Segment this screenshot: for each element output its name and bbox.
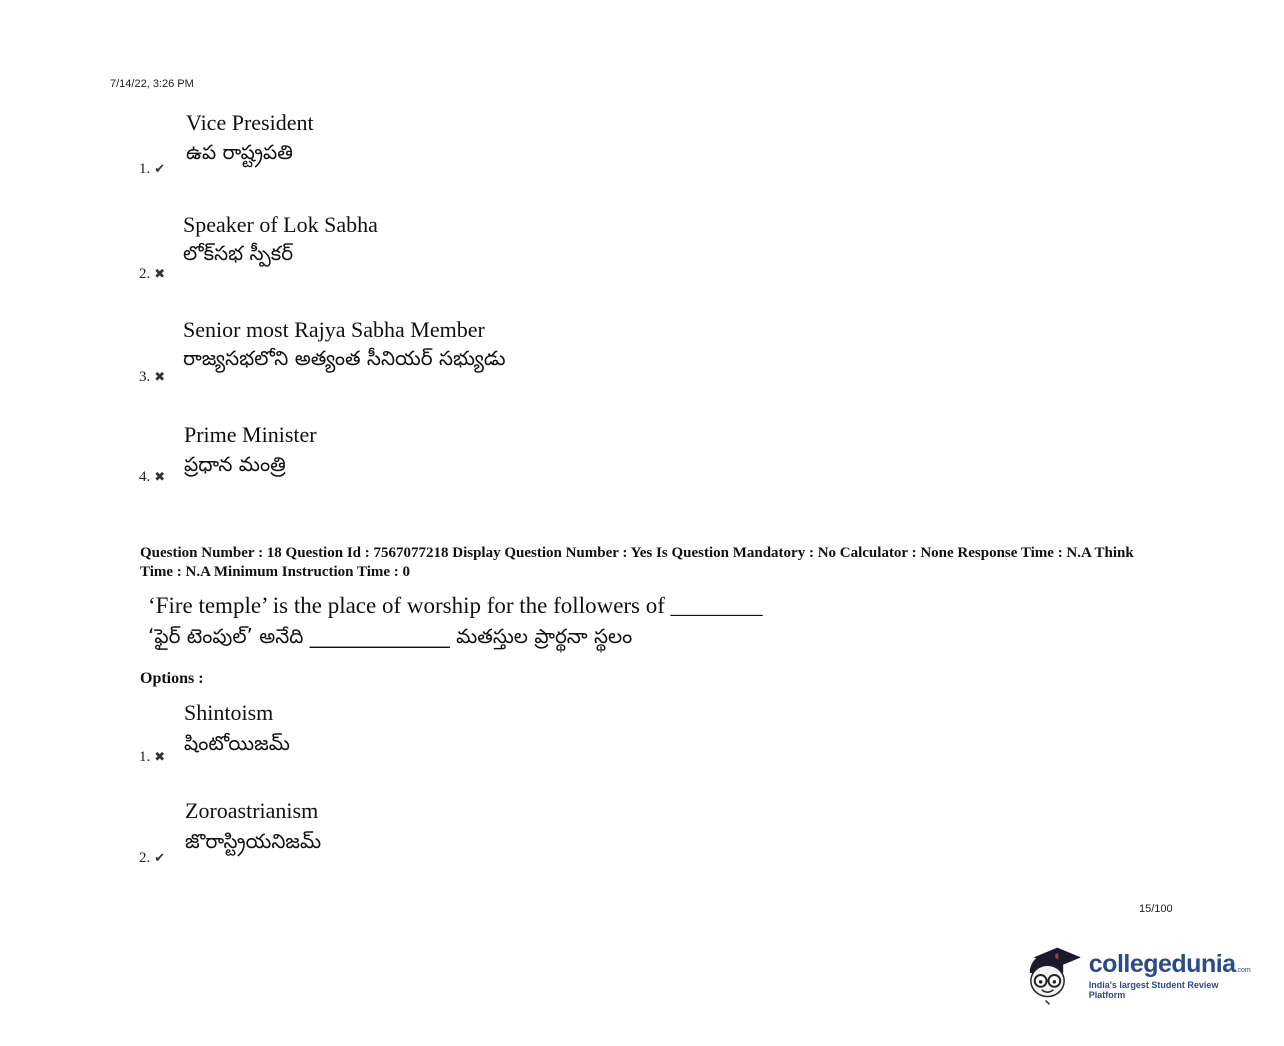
page-number: 15/100 xyxy=(1139,903,1173,915)
option-2-telugu: లోక్‌సభ స్పీకర్ xyxy=(183,241,294,265)
q18-option-1-english: Shintoism xyxy=(184,700,274,725)
option-4-english: Prime Minister xyxy=(184,422,317,447)
option-2-english: Speaker of Lok Sabha xyxy=(183,212,378,237)
question-metadata: Question Number : 18 Question Id : 7567077218 Display Question Number : Yes Is Question Mandatory : No Calculator : None Response Time : N.A Think Time : N.A Minimum Instruction Time : 0 xyxy=(140,545,1134,580)
option-number: 1. xyxy=(139,749,151,765)
q18-option-1-telugu: షింటోయిజమ్ xyxy=(184,731,290,755)
option-4-number-row xyxy=(139,469,165,486)
logo-name: collegedunia xyxy=(1088,950,1236,978)
option-1-telugu: ఉప రాష్ట్రపతి xyxy=(186,140,293,164)
logo-suffix: .com xyxy=(1235,967,1251,974)
option-1-english: Vice President xyxy=(186,110,314,135)
question-text-english: ‘Fire temple’ is the place of worship for the followers of ________ xyxy=(148,593,763,618)
correct-check-icon: ✔ xyxy=(154,851,166,866)
wrong-cross-icon: ✖ xyxy=(154,370,166,385)
correct-check-icon: ✔ xyxy=(154,162,166,177)
question-text-telugu: ‘ఫైర్ టెంపుల్’ అనేది ______________ మతస్తుల ప్రార్థనా స్థలం xyxy=(148,624,633,648)
print-timestamp: 7/14/22, 3:26 PM xyxy=(110,78,194,90)
wrong-cross-icon: ✖ xyxy=(154,470,166,485)
logo-tagline: India's largest Student Review Platform xyxy=(1088,980,1219,1000)
q18-option-2-number-row xyxy=(139,850,165,867)
option-3-english: Senior most Rajya Sabha Member xyxy=(183,317,485,342)
wrong-cross-icon: ✖ xyxy=(154,267,166,282)
collegedunia-logo xyxy=(1024,940,1254,1010)
q18-option-2-telugu: జొరాస్ట్రియనిజమ్ xyxy=(185,829,322,853)
option-3-number-row xyxy=(139,369,165,386)
option-number: 2. xyxy=(139,266,151,282)
option-2-number-row xyxy=(139,266,165,283)
wrong-cross-icon: ✖ xyxy=(154,750,166,765)
q18-option-2-english: Zoroastrianism xyxy=(185,798,319,823)
option-4-telugu: ప్రధాన మంత్రి xyxy=(184,452,286,476)
option-number: 1. xyxy=(139,161,151,177)
mascot-icon xyxy=(1024,943,1083,1007)
q18-option-1-number-row xyxy=(139,749,165,766)
option-number: 2. xyxy=(139,850,151,866)
option-number: 3. xyxy=(139,369,151,385)
option-1-number-row xyxy=(139,161,165,178)
option-3-telugu: రాజ్యసభలోని అత్యంత సీనియర్ సభ్యుడు xyxy=(183,346,506,370)
option-number: 4. xyxy=(139,469,151,485)
options-label: Options : xyxy=(140,670,204,687)
